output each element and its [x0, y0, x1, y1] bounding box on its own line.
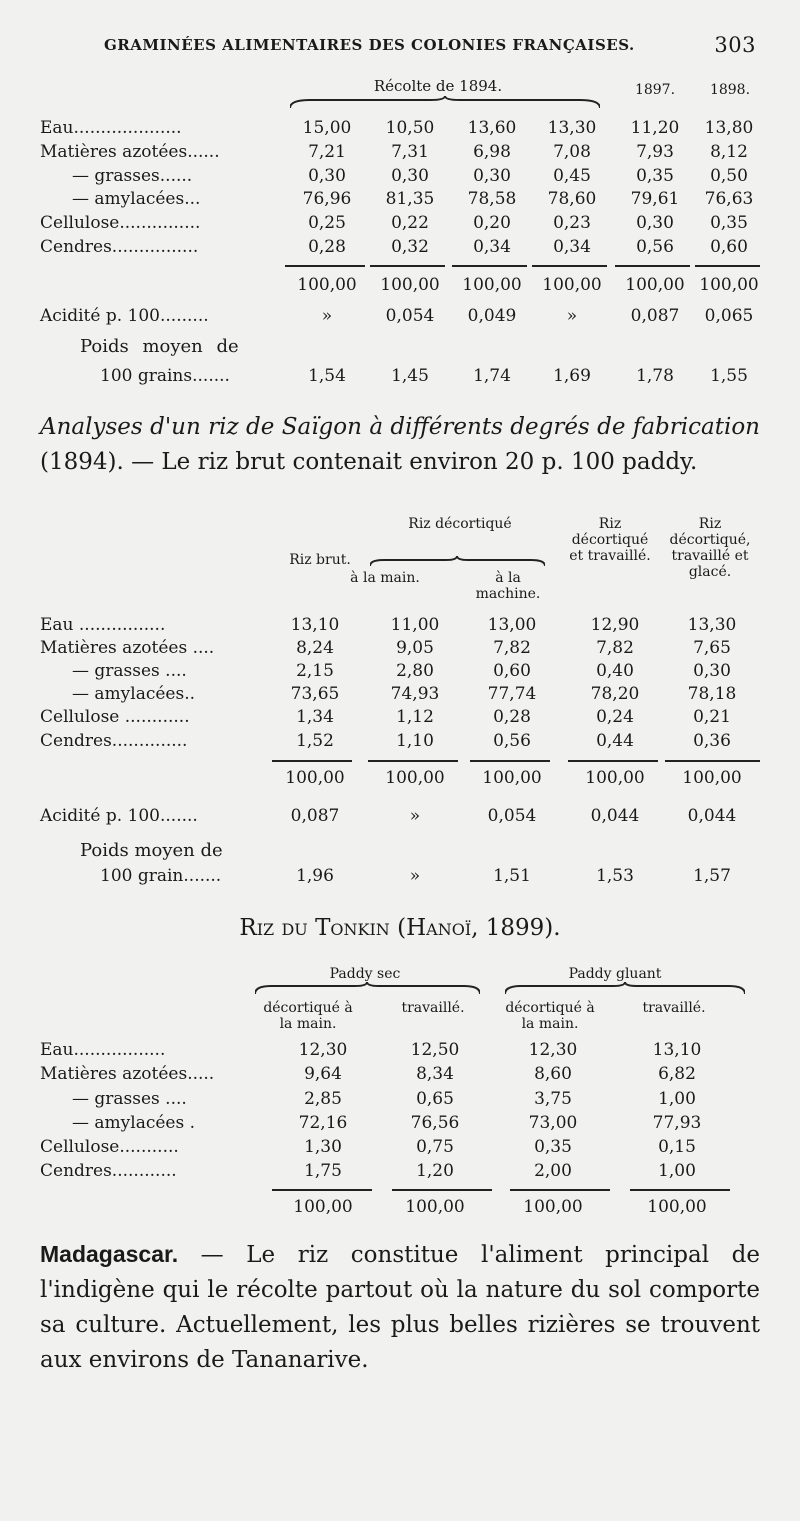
cell: 0,22 — [391, 213, 429, 233]
cell: 1,75 — [304, 1161, 342, 1181]
cell: 100,00 — [699, 275, 759, 295]
table-row — [0, 615, 800, 639]
cell: 1,55 — [710, 366, 748, 386]
table-row — [0, 118, 800, 142]
page-number: 303 — [714, 33, 756, 57]
table2-col-main: à la main. — [350, 570, 420, 586]
cell: 0,25 — [308, 213, 346, 233]
cell: 1,74 — [473, 366, 511, 386]
table-row — [0, 142, 800, 166]
row-label: 100 grains....... — [100, 366, 230, 386]
cell: 7,65 — [693, 638, 731, 658]
row-label: Matières azotées .... — [40, 638, 215, 658]
sum-rule — [630, 1189, 730, 1191]
cell: 0,56 — [636, 237, 674, 257]
cell: 8,34 — [416, 1064, 454, 1084]
cell: 0,23 — [553, 213, 591, 233]
bold-heading: Madagascar. — [40, 1241, 179, 1267]
sum-rule — [532, 265, 607, 267]
table2-col-glace: Riz décortiqué, travaillé et glacé. — [669, 516, 751, 580]
cell: 73,00 — [528, 1113, 578, 1133]
cell: 7,31 — [391, 142, 429, 162]
row-label: Cendres............ — [40, 1161, 177, 1181]
row-label: — grasses...... — [72, 166, 193, 186]
cell: 0,30 — [636, 213, 674, 233]
cell: 6,82 — [658, 1064, 696, 1084]
cell: 0,044 — [590, 806, 640, 826]
cell: 78,18 — [687, 684, 737, 704]
cell: 0,30 — [473, 166, 511, 186]
cell: 13,30 — [547, 118, 597, 138]
sum-rule — [665, 760, 760, 762]
cell: 73,65 — [290, 684, 340, 704]
table-row — [0, 707, 800, 731]
cell: 76,63 — [704, 189, 754, 209]
table-acidity-row — [0, 806, 800, 830]
table1-col-1898: 1898. — [709, 82, 751, 98]
cell: 0,054 — [385, 306, 435, 326]
cell: 100,00 — [385, 768, 445, 788]
row-label: Cellulose............... — [40, 213, 201, 233]
cell: 0,44 — [596, 731, 634, 751]
paragraph-text: — Le riz constitue l'aliment principal de l'indigène qui le récolte partout où la nature du sol comporte sa culture. Actuellement, les plus belles rizières se trouvent aux environs de Tananarive. — [40, 1242, 760, 1373]
row-label: 100 grain....... — [100, 866, 222, 886]
cell: 15,00 — [302, 118, 352, 138]
cell: 6,98 — [473, 142, 511, 162]
cell: 74,93 — [390, 684, 440, 704]
cell: 100,00 — [585, 768, 645, 788]
cell: 0,065 — [704, 306, 754, 326]
row-label: — amylacées... — [72, 189, 201, 209]
cell: 9,64 — [304, 1064, 342, 1084]
cell: 100,00 — [682, 768, 742, 788]
cell: 0,35 — [636, 166, 674, 186]
cell: » — [409, 866, 421, 886]
cell: » — [566, 306, 578, 326]
cell: 1,53 — [596, 866, 634, 886]
cell: » — [321, 306, 333, 326]
cell: 11,00 — [390, 615, 440, 635]
cell: 13,10 — [290, 615, 340, 635]
cell: 0,087 — [630, 306, 680, 326]
cell: 0,15 — [658, 1137, 696, 1157]
cell: 7,21 — [308, 142, 346, 162]
sum-rule — [615, 265, 690, 267]
cell: 8,60 — [534, 1064, 572, 1084]
cell: 79,61 — [630, 189, 680, 209]
cell: 76,96 — [302, 189, 352, 209]
cell: 0,60 — [493, 661, 531, 681]
row-label: — grasses .... — [72, 1089, 187, 1109]
row-label: — grasses .... — [72, 661, 187, 681]
cell: 2,80 — [396, 661, 434, 681]
table-total-row — [0, 275, 800, 299]
row-label: Acidité p. 100....... — [40, 806, 198, 826]
cell: 77,74 — [487, 684, 537, 704]
row-label: Poids moyen de — [80, 336, 239, 357]
cell: 0,30 — [693, 661, 731, 681]
cell: 0,65 — [416, 1089, 454, 1109]
row-label: Poids moyen de — [80, 840, 223, 861]
table2-col-decort: Riz décortiqué — [408, 516, 512, 532]
table3-col-trav-1: travaillé. — [401, 1000, 465, 1016]
cell: 0,50 — [710, 166, 748, 186]
sum-rule — [452, 265, 527, 267]
cell: 100,00 — [405, 1197, 465, 1217]
cell: 0,049 — [467, 306, 517, 326]
cell: 12,30 — [528, 1040, 578, 1060]
cell: 2,15 — [296, 661, 334, 681]
cell: 2,00 — [534, 1161, 572, 1181]
cell: 78,20 — [590, 684, 640, 704]
row-label: Cendres................ — [40, 237, 199, 257]
cell: 0,60 — [710, 237, 748, 257]
table-total-row — [0, 1197, 800, 1221]
row-label: — amylacées . — [72, 1113, 196, 1133]
table1-brace — [290, 96, 600, 110]
cell: 2,85 — [304, 1089, 342, 1109]
cell: 1,34 — [296, 707, 334, 727]
cell: 0,35 — [710, 213, 748, 233]
table2-col-trav: Riz décortiqué et travaillé. — [569, 516, 651, 564]
row-label: Matières azotées...... — [40, 142, 220, 162]
sum-rule — [695, 265, 760, 267]
cell: 1,45 — [391, 366, 429, 386]
cell: 100,00 — [523, 1197, 583, 1217]
cell: 100,00 — [625, 275, 685, 295]
cell: 8,24 — [296, 638, 334, 658]
sum-rule — [392, 1189, 492, 1191]
table3-brace-gluant — [505, 982, 745, 996]
cell: 13,00 — [487, 615, 537, 635]
table-row — [0, 237, 800, 261]
cell: 7,93 — [636, 142, 674, 162]
cell: 0,087 — [290, 806, 340, 826]
cell: 7,08 — [553, 142, 591, 162]
cell: 100,00 — [542, 275, 602, 295]
cell: 8,12 — [710, 142, 748, 162]
cell: 0,34 — [473, 237, 511, 257]
cell: 0,30 — [308, 166, 346, 186]
row-label: Eau.................... — [40, 118, 182, 138]
cell: 0,34 — [553, 237, 591, 257]
cell: 100,00 — [285, 768, 345, 788]
sum-rule — [510, 1189, 610, 1191]
cell: 76,56 — [410, 1113, 460, 1133]
cell: 72,16 — [298, 1113, 348, 1133]
cell: 0,20 — [473, 213, 511, 233]
table3-col-trav-2: travaillé. — [642, 1000, 706, 1016]
row-label: — amylacées.. — [72, 684, 196, 704]
cell: 0,28 — [308, 237, 346, 257]
table-row — [0, 684, 800, 708]
cell: 100,00 — [482, 768, 542, 788]
cell: 78,60 — [547, 189, 597, 209]
table-weight-label-row — [0, 336, 800, 360]
cell: 0,32 — [391, 237, 429, 257]
cell: 1,00 — [658, 1089, 696, 1109]
cell: 0,35 — [534, 1137, 572, 1157]
cell: 1,12 — [396, 707, 434, 727]
cell: 0,45 — [553, 166, 591, 186]
cell: 13,80 — [704, 118, 754, 138]
table3-group-sec: Paddy sec — [329, 966, 401, 982]
row-label: Acidité p. 100......... — [40, 306, 209, 326]
table-total-row — [0, 768, 800, 792]
cell: 100,00 — [293, 1197, 353, 1217]
sum-rule — [470, 760, 550, 762]
sum-rule — [370, 265, 445, 267]
table-acidity-row — [0, 306, 800, 330]
cell: 1,57 — [693, 866, 731, 886]
table3-group-gluant: Paddy gluant — [568, 966, 662, 982]
cell: 1,52 — [296, 731, 334, 751]
cell: 13,60 — [467, 118, 517, 138]
cell: » — [409, 806, 421, 826]
cell: 100,00 — [647, 1197, 707, 1217]
table2-col-brut: Riz brut. — [289, 552, 351, 568]
table-row — [0, 1161, 800, 1185]
cell: 7,82 — [493, 638, 531, 658]
table-weight-label-row — [0, 840, 800, 864]
cell: 11,20 — [630, 118, 680, 138]
table3-col-dec-2: décortiqué à la main. — [505, 1000, 595, 1032]
table-weight-row — [0, 866, 800, 890]
cell: 0,28 — [493, 707, 531, 727]
table-row — [0, 1113, 800, 1137]
sum-rule — [568, 760, 658, 762]
cell: 0,21 — [693, 707, 731, 727]
row-label: Eau ................ — [40, 615, 166, 635]
cell: 0,30 — [391, 166, 429, 186]
cell: 12,30 — [298, 1040, 348, 1060]
cell: 0,36 — [693, 731, 731, 751]
table-row — [0, 638, 800, 662]
sum-rule — [368, 760, 458, 762]
sum-rule — [285, 265, 365, 267]
cell: 1,20 — [416, 1161, 454, 1181]
table2-brace — [370, 556, 545, 568]
cell: 1,00 — [658, 1161, 696, 1181]
table-row — [0, 1137, 800, 1161]
table2-col-machine: à la machine. — [475, 570, 541, 602]
table1-col-1897: 1897. — [634, 82, 676, 98]
cell: 81,35 — [385, 189, 435, 209]
italic-heading: Analyses d'un riz de Saïgon à différents degrés de fabrication — [40, 414, 760, 440]
cell: 100,00 — [297, 275, 357, 295]
cell: 7,82 — [596, 638, 634, 658]
section-title-tonkin: Riz du Tonkin (Hanoï, 1899). — [239, 915, 561, 941]
paragraph-madagascar — [40, 1237, 760, 1378]
table-row — [0, 166, 800, 190]
cell: 77,93 — [652, 1113, 702, 1133]
running-title: GRAMINÉES ALIMENTAIRES DES COLONIES FRANÇAISES. — [104, 36, 635, 54]
row-label: Cellulose........... — [40, 1137, 179, 1157]
cell: 12,50 — [410, 1040, 460, 1060]
cell: 10,50 — [385, 118, 435, 138]
cell: 1,96 — [296, 866, 334, 886]
cell: 0,56 — [493, 731, 531, 751]
table-row — [0, 189, 800, 213]
cell: 12,90 — [590, 615, 640, 635]
cell: 1,10 — [396, 731, 434, 751]
table-row — [0, 213, 800, 237]
cell: 100,00 — [462, 275, 522, 295]
row-label: Eau................. — [40, 1040, 166, 1060]
cell: 0,75 — [416, 1137, 454, 1157]
table1-group-header: Récolte de 1894. — [373, 77, 503, 95]
cell: 0,24 — [596, 707, 634, 727]
paragraph-text: (1894). — Le riz brut contenait environ 20 p. 100 paddy. — [40, 449, 698, 475]
table-row — [0, 1064, 800, 1088]
cell: 0,054 — [487, 806, 537, 826]
cell: 0,044 — [687, 806, 737, 826]
table3-col-dec-1: décortiqué à la main. — [263, 1000, 353, 1032]
cell: 13,30 — [687, 615, 737, 635]
table-weight-row — [0, 366, 800, 390]
table-row — [0, 1089, 800, 1113]
row-label: Cellulose ............ — [40, 707, 190, 727]
table3-brace-sec — [255, 982, 480, 996]
row-label: Cendres.............. — [40, 731, 188, 751]
paragraph-saigon — [40, 410, 760, 480]
row-label: Matières azotées..... — [40, 1064, 215, 1084]
cell: 9,05 — [396, 638, 434, 658]
running-header — [104, 33, 764, 57]
cell: 1,30 — [304, 1137, 342, 1157]
cell: 78,58 — [467, 189, 517, 209]
sum-rule — [272, 760, 352, 762]
cell: 1,54 — [308, 366, 346, 386]
cell: 1,78 — [636, 366, 674, 386]
cell: 1,51 — [493, 866, 531, 886]
sum-rule — [272, 1189, 372, 1191]
cell: 1,69 — [553, 366, 591, 386]
cell: 13,10 — [652, 1040, 702, 1060]
table-row — [0, 1040, 800, 1064]
cell: 0,40 — [596, 661, 634, 681]
cell: 3,75 — [534, 1089, 572, 1109]
table-row — [0, 661, 800, 685]
table-row — [0, 731, 800, 755]
cell: 100,00 — [380, 275, 440, 295]
